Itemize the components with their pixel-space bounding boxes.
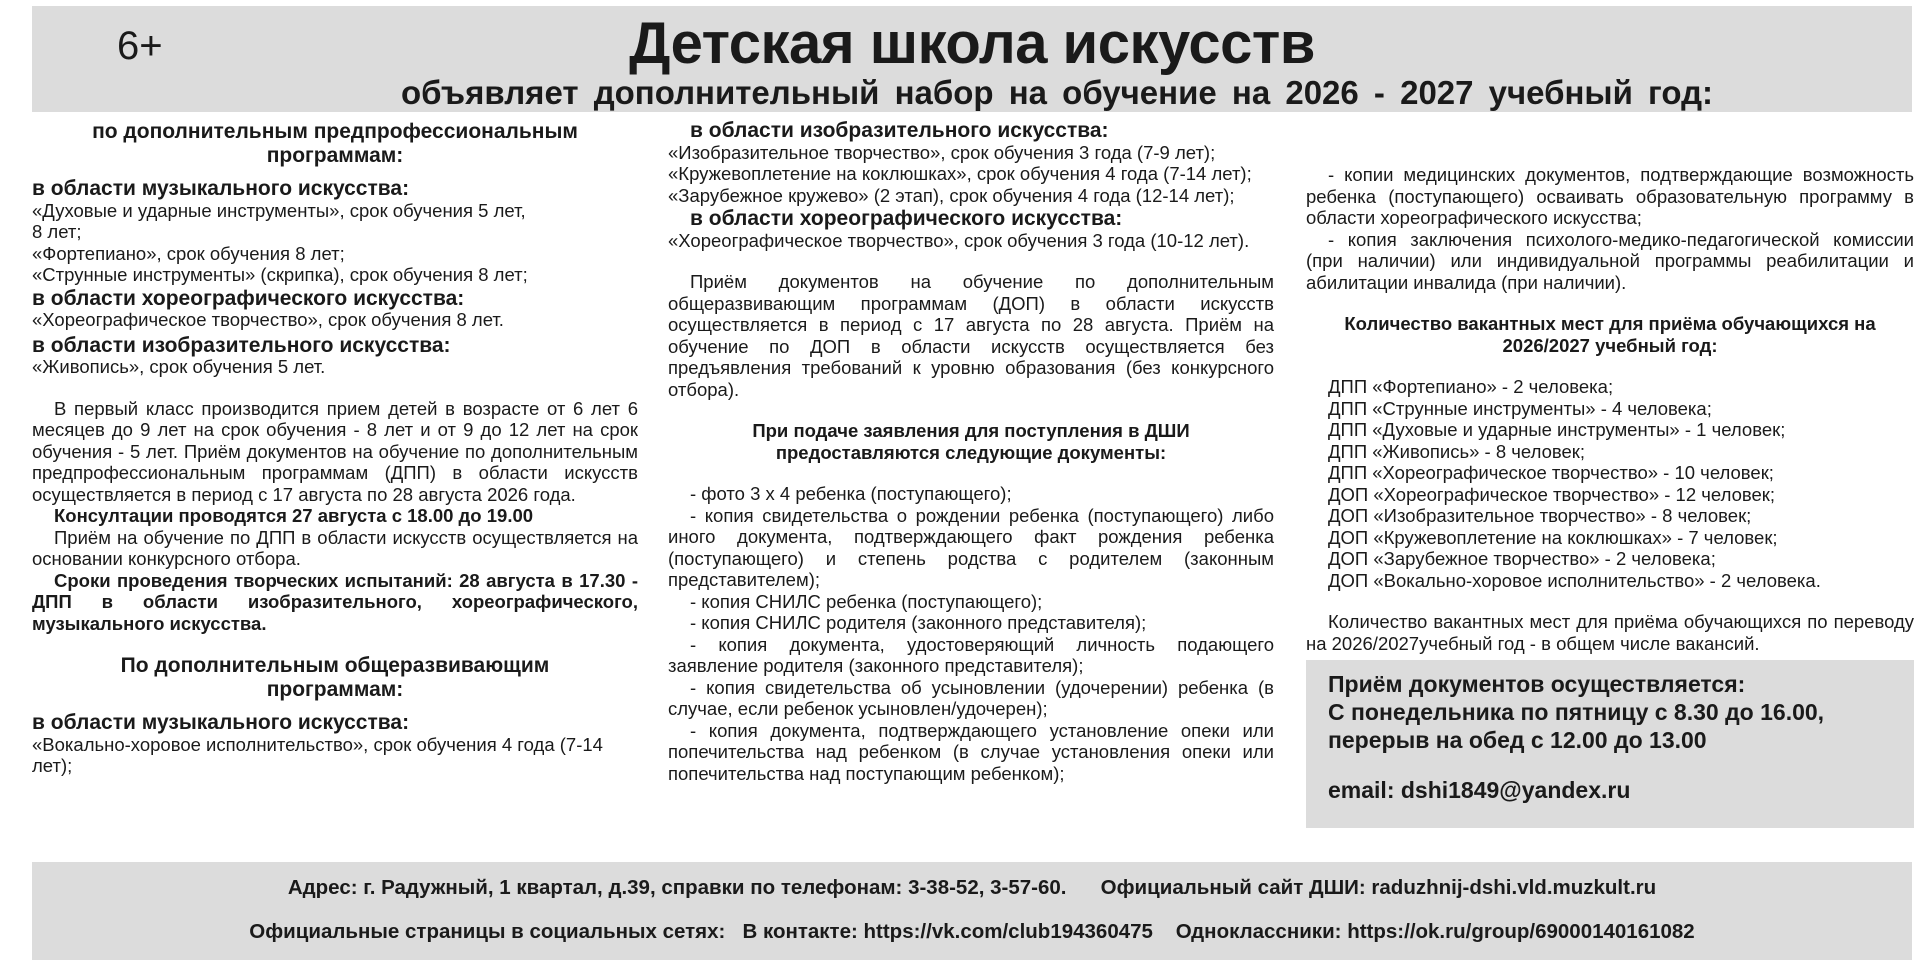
vacancy-item: ДОП «Хореографическое творчество» - 12 человек; [1328, 483, 1776, 505]
document-item: - копия СНИЛС ребенка (поступающего); [690, 590, 1043, 612]
choreography-heading: в области хореографического искусства: [32, 286, 465, 310]
ok-link[interactable]: Одноклассники: https://ok.ru/group/69000140161082 [1175, 920, 1695, 943]
music-item: 8 лет; [32, 221, 82, 242]
art-item: «Зарубежное кружево» (2 этап), срок обучения 4 года (12-14 лет); [668, 184, 1235, 206]
document-item: - копия документа, подтверждающего установление опеки или попечительства над ребенком (в случае установления опеки или попечительства над поступающим ребенком); [668, 719, 1274, 784]
music-heading: в области музыкального искусства: [32, 177, 410, 200]
vk-link[interactable]: В контакте: https://vk.com/club194360475 [742, 920, 1153, 943]
music-item: «Духовые и ударные инструменты», срок обучения 5 лет, [32, 199, 526, 221]
vacancy-item: ДОП «Вокально-хоровое исполнительство» - 2 человека. [1328, 569, 1821, 591]
document-item: - копия документа, удостоверяющий личность подающего заявление родителя (законного представителя); [668, 633, 1274, 676]
vacancies-heading: Количество вакантных мест для приёма обучающихся на 2026/2027 учебный год: [1344, 313, 1876, 356]
schedule-heading: Приём документов осуществляется: [1328, 671, 1746, 697]
dop-text: Приём документов на обучение по дополнительным общеразвивающим программам (ДОП) в области искусств осуществляется в период с 17 августа по 28 августа. Приём на обучение по ДОП в области искусств осуществляется без предъявления требований к уровню образования (без конкурсного отбора). [668, 271, 1274, 400]
column-3 [1306, 120, 1914, 654]
first-class-text: В первый класс производится прием детей в возрасте от 6 лет 6 месяцев до 9 лет на срок обучения - 8 лет и от 9 до 12 лет на срок обучения - 5 лет. Приём документов на обучение по дополнительным предпрофессиональным программам (ДПП) в области искусств осуществляется в период с 17 августа по 28 августа 2026 года. [32, 397, 638, 505]
vacancy-item: ДПП «Фортепиано» - 2 человека; [1328, 376, 1614, 397]
column-2 [668, 120, 1274, 784]
general-programs-heading: По дополнительным общеразвивающим программам: [120, 654, 550, 701]
vacancy-item: ДПП «Струнные инструменты» - 4 человека; [1328, 397, 1712, 419]
age-rating: 6+ [117, 24, 163, 68]
pre-programs-heading: по дополнительным предпрофессиональным программам: [92, 120, 578, 167]
choreography-heading: в области хореографического искусства: [690, 207, 1123, 230]
document-item: - фото 3 х 4 ребенка (поступающего); [690, 483, 1012, 504]
transfer-text: Количество вакантных мест для приёма обучающихся по переводу на 2026/2027учебный год - в общем числе вакансий. [1306, 611, 1914, 654]
site-link[interactable]: Официальный сайт ДШИ: raduzhnij-dshi.vld.muzkult.ru [1100, 876, 1657, 899]
footer-line-2 [32, 920, 1912, 944]
document-item: - копии медицинских документов, подтверждающие возможность ребенка (поступающего) осваивать образовательную программу в области хореографического искусства; [1306, 164, 1914, 228]
competition-text: Приём на обучение по ДПП в области искусств осуществляется на основании конкурсного отбора. [32, 526, 638, 569]
vacancy-item: ДОП «Кружевоплетение на коклюшках» - 7 человек; [1328, 526, 1778, 548]
footer-banner [32, 862, 1912, 960]
vacancy-item: ДПП «Хореографическое творчество» - 10 человек; [1328, 462, 1774, 483]
art-item: «Изобразительное творчество», срок обучения 3 года (7-9 лет); [668, 141, 1216, 163]
art-item: «Живопись», срок обучения 5 лет. [32, 356, 326, 377]
document-item: - копия свидетельства об усыновлении (удочерении) ребенка (в случае, если ребенок усыновлен/удочерен); [668, 676, 1274, 719]
footer-line-1 [32, 876, 1912, 900]
header-banner [32, 6, 1912, 112]
art-item: «Кружевоплетение на коклюшках», срок обучения 4 года (7-14 лет); [668, 163, 1252, 184]
art-heading: в области изобразительного искусства: [32, 333, 451, 357]
vacancy-item: ДПП «Духовые и ударные инструменты» - 1 человек; [1328, 419, 1786, 440]
choreography-item: «Хореографическое творчество», срок обучения 8 лет. [32, 309, 504, 330]
music-item: «Фортепиано», срок обучения 8 лет; [32, 242, 345, 264]
document-item: - копия СНИЛС родителя (законного представителя); [690, 612, 1147, 633]
general-music-item: «Вокально-хоровое исполнительство», срок обучения 4 года (7-14 лет); [32, 733, 603, 776]
documents-heading: При подаче заявления для поступления в ДШИ предоставляются следующие документы: [752, 420, 1190, 463]
choreography-item: «Хореографическое творчество», срок обучения 3 года (10-12 лет). [668, 229, 1250, 251]
music-item: «Струнные инструменты» (скрипка), срок обучения 8 лет; [32, 264, 528, 285]
document-item: - копия заключения психолого-медико-педагогической комиссии (при наличии) или индивидуальной программы реабилитации и абилитации инвалида (при наличии). [1306, 228, 1914, 293]
consultation-text: Консултации проводятся 27 августа с 18.00 до 19.00 [54, 505, 534, 526]
vacancies-list [1306, 376, 1914, 591]
document-item: - копия свидетельства о рождении ребенка (поступающего) либо иного документа, подтверждающего факт рождения ребенка (поступающего) и степень родства с родителем (законным представителем); [668, 504, 1274, 590]
vacancy-item: ДПП «Живопись» - 8 человек; [1328, 440, 1586, 462]
schedule-lunch: перерыв на обед с 12.00 до 13.00 [1328, 727, 1707, 753]
schedule-days: С понедельника по пятницу с 8.30 до 16.00, [1328, 699, 1825, 725]
email-link[interactable]: email: dshi1849@yandex.ru [1328, 777, 1631, 803]
art-heading: в области изобразительного искусства: [690, 119, 1109, 142]
schedule-box [1306, 660, 1914, 828]
address-text: Адрес: г. Радужный, 1 квартал, д.39, справки по телефонам: 3-38-52, 3-57-60. [287, 876, 1067, 899]
column-1 [32, 120, 638, 777]
vacancy-item: ДОП «Изобразительное творчество» - 8 человек; [1328, 505, 1752, 526]
general-music-heading: в области музыкального искусства: [32, 711, 410, 734]
vacancy-item: ДОП «Зарубежное творчество» - 2 человека; [1328, 548, 1716, 569]
exams-text: Сроки проведения творческих испытаний: 28 августа в 17.30 - ДПП в области изобразительного, хореографического, музыкального искусства. [32, 569, 638, 634]
social-label: Официальные страницы в социальных сетях: [249, 920, 726, 943]
page-title: Детская школа искусств [629, 11, 1315, 76]
page-subtitle: объявляет дополнительный набор на обучение на 2026 - 2027 учебный год: [400, 74, 1714, 111]
